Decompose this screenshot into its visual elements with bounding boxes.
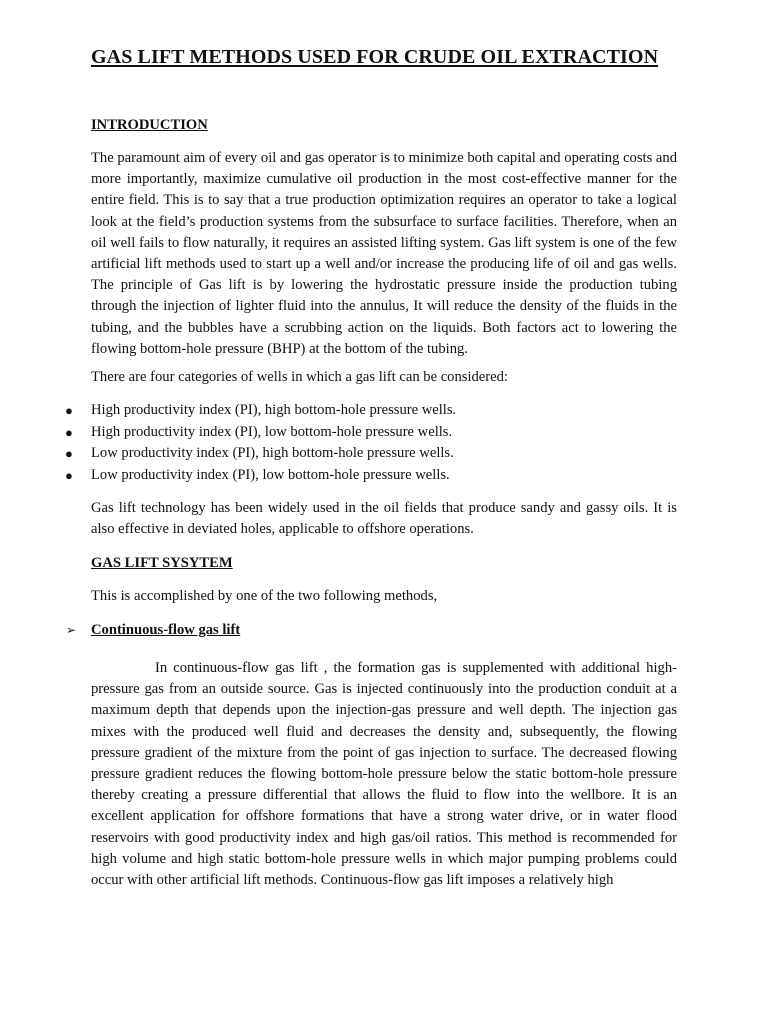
continuous-flow-paragraph: In continuous-flow gas lift , the formation gas is supplemented with additional high-pressure gas from an outside source. Gas is injected continuously into the production conduit at a maximum depth that depends upon the injection-gas pressure and well depth. The injection gas mixes with the produced well fluid and decreases the density and, subsequently, the flowing pressure gradient of the mixture from the point of gas injection to surface. The decreased flowing pressure gradient reduces the flowing bottom-hole pressure below the static bottom-hole pressure thereby creating a pressure differential that allows the fluid to flow into the wellbore. It is an excellent application for offshore formations that have a strong water drive, or in water flood reservoirs with good productivity index and high gas/oil ratios. This method is recommended for high volume and high static bottom-hole pressure wells in which major pumping problems could occur with other artificial lift methods. Continuous-flow gas lift imposes a relatively high bbox=[91, 660, 677, 889]
list-item-text: High productivity index (PI), low bottom-hole pressure wells. bbox=[91, 423, 453, 440]
categories-intro: There are four categories of wells in which a gas lift can be considered: bbox=[91, 369, 508, 385]
introduction-paragraph: The paramount aim of every oil and gas operator is to minimize both capital and operating costs and more importantly, maximize cumulative oil production in the most cost-effective manner for the entire field. This is to say that a true production optimization requires an operator to take a logical look at the field’s production systems from the subsurface to surface facilities. Therefore, when an oil well fails to flow naturally, it requires an assisted lifting system. Gas lift system is one of the few artificial lift methods used to start up a well and/or increase the producing life of oil and gas wells. The principle of Gas lift is by lowering the hydrostatic pressure inside the production tubing through the injection of lighter fluid into the annulus, It will reduce the density of the fluids in the tubing, and the bubbles have a scrubbing action on the liquids. Both factors act to lowering the flowing bottom-hole pressure (BHP) at the bottom of the tubing. bbox=[91, 150, 677, 357]
document-title: GAS LIFT METHODS USED FOR CRUDE OIL EXTRACTION bbox=[91, 46, 659, 68]
introduction-heading: INTRODUCTION bbox=[91, 117, 208, 133]
bullet-icon: ● bbox=[65, 446, 73, 462]
arrow-bullet-icon: ➢ bbox=[66, 623, 77, 637]
list-item bbox=[0, 443, 768, 465]
bullet-icon: ● bbox=[65, 424, 73, 440]
list-item-text: Low productivity index (PI), low bottom-hole pressure wells. bbox=[91, 466, 450, 483]
list-item-text: High productivity index (PI), high bottom-hole pressure wells. bbox=[91, 402, 457, 418]
list-item bbox=[0, 400, 768, 422]
list-item bbox=[0, 465, 768, 487]
gas-lift-system-heading: GAS LIFT SYSYTEM bbox=[91, 555, 233, 571]
list-item bbox=[0, 422, 768, 444]
method-label: Continuous-flow gas lift bbox=[91, 622, 241, 638]
list-item-text: Low productivity index (PI), high bottom-hole pressure wells. bbox=[91, 445, 454, 462]
bullet-icon: ● bbox=[65, 403, 73, 418]
closing-paragraph: Gas lift technology has been widely used in the oil fields that produce sandy and gassy oils. It is also effective in deviated holes, applicable to offshore operations. bbox=[91, 500, 677, 538]
categories-list bbox=[0, 400, 768, 486]
bullet-icon: ● bbox=[65, 467, 73, 483]
methods-lead: This is accomplished by one of the two following methods, bbox=[91, 588, 438, 604]
